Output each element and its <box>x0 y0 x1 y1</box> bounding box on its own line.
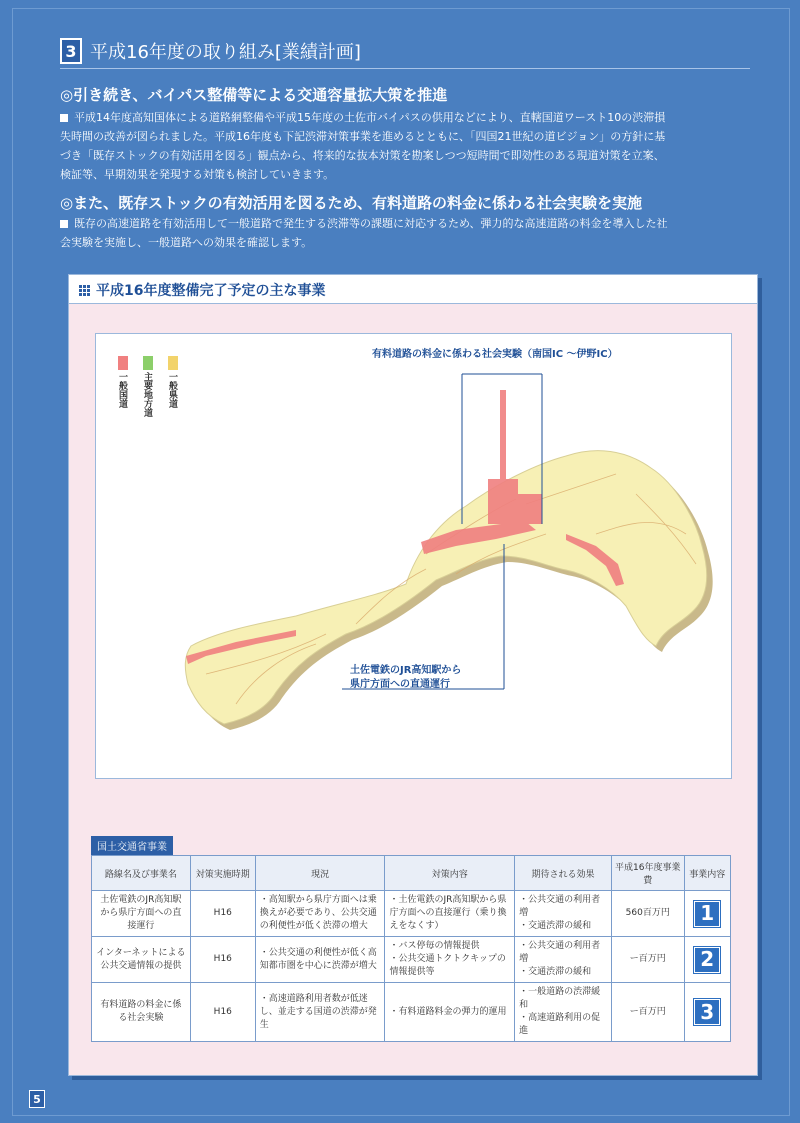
paragraph-bypass <box>60 108 670 184</box>
table-row <box>92 937 731 983</box>
panel-title <box>79 280 325 300</box>
table-header-row <box>92 856 731 891</box>
cell-name: インターネットによる公共交通情報の提供 <box>92 937 191 983</box>
cell-measure: ・バス停毎の情報提供 ・公共交通トクトクキップの情報提供等 <box>385 937 515 983</box>
cell-status: ・公共交通の利便性が低く高知都市圏を中心に渋滞が増大 <box>255 937 385 983</box>
heading-bypass: ◎引き続き、バイパス整備等による交通容量拡大策を推進 <box>60 86 448 104</box>
paragraph-bypass-text: 平成14年度高知国体による道路網整備や平成15年度の土佐市バイパスの供用などにより、直轄国道ワースト10の渋滞損失時間の改善が図られました。平成16年度も下記渋滞対策事業を進めるとともに、「四国21世紀の道ビジョン」の方針に基づき「既存ストックの有効活用を図る」観点から、将来的な抜本対策を勘案しつつ短時間で即効性のある現道対策を立案、検証等、早期効果を発現する対策も検討していきます。 <box>60 111 666 181</box>
paragraph-toll-experiment <box>60 214 670 252</box>
col-header: 対策内容 <box>385 856 515 891</box>
paragraph-toll-experiment-text: 既存の高速道路を有効活用して一般道路で発生する渋滞等の課題に対応するため、弾力的な高速道路の料金を導入した社会実験を実施し、一般道路への効果を確認します。 <box>60 217 668 249</box>
cell-name: 土佐電鉄のJR高知駅から県庁方面への直接運行 <box>92 891 191 937</box>
cell-cost: ー百万円 <box>611 937 684 983</box>
cell-measure: ・有料道路料金の弾力的運用 <box>385 983 515 1042</box>
col-header: 平成16年度事業費 <box>611 856 684 891</box>
cell-no <box>684 937 730 983</box>
bullet-icon <box>60 220 68 228</box>
legend-label: 一般県道 <box>167 372 177 408</box>
table-tag: 国土交通省事業 <box>91 836 173 855</box>
bullet-icon <box>60 114 68 122</box>
col-header: 路線名及び事業名 <box>92 856 191 891</box>
cell-no <box>684 983 730 1042</box>
panel-title-bar <box>69 275 757 304</box>
cell-status: ・高速道路利用者数が低迷し、並走する国道の渋滞が発生 <box>255 983 385 1042</box>
col-header: 事業内容 <box>684 856 730 891</box>
cell-cost: ー百万円 <box>611 983 684 1042</box>
table-row <box>92 891 731 937</box>
col-header: 現況 <box>255 856 385 891</box>
callout-toll-experiment: 有料道路の料金に係わる社会実験（南国IC 〜伊野IC） <box>372 349 618 360</box>
cell-effect: ・公共交通の利用者増 ・交通渋滞の緩和 <box>515 891 612 937</box>
cell-cost: 560百万円 <box>611 891 684 937</box>
cell-name: 有料道路の料金に係る社会実験 <box>92 983 191 1042</box>
kochi-map <box>96 334 731 778</box>
cell-period: H16 <box>190 983 255 1042</box>
callout-tram-line2: 県庁方面への直通運行 <box>350 679 450 690</box>
page-title: 平成16年度の取り組み[業績計画] <box>90 42 361 63</box>
project-number-badge: 3 <box>694 999 720 1025</box>
page-number: 5 <box>29 1090 45 1108</box>
heading-toll-experiment: ◎また、既存ストックの有効活用を図るため、有料道路の料金に係わる社会実験を実施 <box>60 194 643 212</box>
legend-label: 主要地方道 <box>142 372 152 417</box>
panel-title-text: 平成16年度整備完了予定の主な事業 <box>96 283 326 299</box>
projects-panel <box>68 274 758 1076</box>
col-header: 期待される効果 <box>515 856 612 891</box>
project-number-badge: 2 <box>694 947 720 973</box>
header-divider <box>60 68 750 69</box>
cell-period: H16 <box>190 937 255 983</box>
project-number-badge: 1 <box>694 901 720 927</box>
map-box <box>95 333 732 779</box>
cell-effect: ・公共交通の利用者増 ・交通渋滞の緩和 <box>515 937 612 983</box>
projects-table <box>91 855 731 1042</box>
projects-table-wrap <box>91 835 731 1042</box>
grid-icon <box>79 285 90 296</box>
table-row <box>92 983 731 1042</box>
cell-effect: ・一般道路の渋滞緩和 ・高速道路利用の促進 <box>515 983 612 1042</box>
cell-period: H16 <box>190 891 255 937</box>
cell-status: ・高知駅から県庁方面へは乗換えが必要であり、公共交通の利便性が低く渋滞の増大 <box>255 891 385 937</box>
section-number: 3 <box>60 38 82 64</box>
cell-no <box>684 891 730 937</box>
legend-label: 一般国道 <box>117 372 127 408</box>
section-header <box>60 38 361 64</box>
callout-tram-line1: 土佐電鉄のJR高知駅から <box>350 665 462 676</box>
col-header: 対策実施時期 <box>190 856 255 891</box>
cell-measure: ・土佐電鉄のJR高知駅から県庁方面への直接運行（乗り換えをなくす） <box>385 891 515 937</box>
